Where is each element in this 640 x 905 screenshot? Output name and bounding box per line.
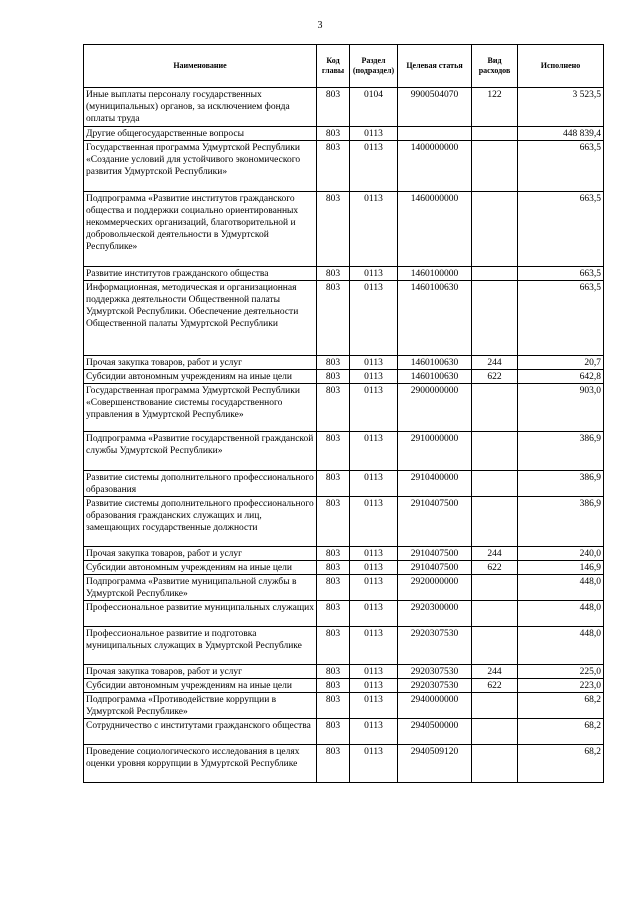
- cell-section: 0113: [350, 267, 398, 281]
- cell-name: Субсидии автономным учреждениям на иные цели: [84, 370, 317, 384]
- cell-executed: 386,9: [518, 432, 604, 471]
- cell-kind: [472, 281, 518, 356]
- table-row: [84, 141, 604, 192]
- cell-name: Развитие системы дополнительного профессионального образования: [84, 471, 317, 497]
- cell-section: 0113: [350, 192, 398, 267]
- cell-chapter: 803: [317, 693, 350, 719]
- cell-chapter: 803: [317, 267, 350, 281]
- cell-executed: 3 523,5: [518, 88, 604, 127]
- cell-name: Развитие системы дополнительного профессионального образования гражданских служащих и лиц, замещающих государственные должности: [84, 497, 317, 547]
- cell-target: 2910400000: [398, 471, 472, 497]
- cell-chapter: 803: [317, 561, 350, 575]
- cell-section: 0113: [350, 370, 398, 384]
- cell-kind: [472, 192, 518, 267]
- cell-section: 0104: [350, 88, 398, 127]
- cell-kind: 244: [472, 547, 518, 561]
- cell-kind: [472, 627, 518, 665]
- header-target: Целевая статья: [398, 45, 472, 88]
- table-row: [84, 575, 604, 601]
- table-row: [84, 432, 604, 471]
- cell-section: 0113: [350, 745, 398, 783]
- cell-executed: 903,0: [518, 384, 604, 432]
- cell-section: 0113: [350, 127, 398, 141]
- header-executed: Исполнено: [518, 45, 604, 88]
- cell-target: 2920000000: [398, 575, 472, 601]
- cell-target: 2910407500: [398, 547, 472, 561]
- cell-name: Развитие институтов гражданского общества: [84, 267, 317, 281]
- cell-chapter: 803: [317, 665, 350, 679]
- cell-executed: 448,0: [518, 575, 604, 601]
- cell-kind: [472, 601, 518, 627]
- cell-chapter: 803: [317, 497, 350, 547]
- table-row: [84, 88, 604, 127]
- cell-section: 0113: [350, 601, 398, 627]
- cell-chapter: 803: [317, 88, 350, 127]
- cell-chapter: 803: [317, 141, 350, 192]
- cell-kind: [472, 384, 518, 432]
- cell-section: 0113: [350, 497, 398, 547]
- table-row: [84, 471, 604, 497]
- cell-chapter: 803: [317, 192, 350, 267]
- cell-target: 9900504070: [398, 88, 472, 127]
- cell-section: 0113: [350, 356, 398, 370]
- table-row: [84, 370, 604, 384]
- cell-kind: [472, 141, 518, 192]
- cell-target: 2920307530: [398, 627, 472, 665]
- table-row: [84, 547, 604, 561]
- cell-target: 2940500000: [398, 719, 472, 745]
- cell-section: 0113: [350, 384, 398, 432]
- cell-kind: 244: [472, 665, 518, 679]
- table-row: [84, 745, 604, 783]
- cell-chapter: 803: [317, 432, 350, 471]
- table-row: [84, 267, 604, 281]
- cell-executed: 223,0: [518, 679, 604, 693]
- table-row: [84, 679, 604, 693]
- cell-target: 2920300000: [398, 601, 472, 627]
- cell-kind: [472, 127, 518, 141]
- cell-name: Субсидии автономным учреждениям на иные цели: [84, 679, 317, 693]
- cell-kind: [472, 575, 518, 601]
- cell-section: 0113: [350, 281, 398, 356]
- table-row: [84, 497, 604, 547]
- cell-chapter: 803: [317, 370, 350, 384]
- table-row: [84, 693, 604, 719]
- cell-name: Другие общегосударственные вопросы: [84, 127, 317, 141]
- cell-chapter: 803: [317, 127, 350, 141]
- cell-target: 1460100630: [398, 370, 472, 384]
- cell-executed: 240,0: [518, 547, 604, 561]
- cell-executed: 386,9: [518, 471, 604, 497]
- cell-kind: [472, 432, 518, 471]
- cell-chapter: 803: [317, 601, 350, 627]
- cell-chapter: 803: [317, 575, 350, 601]
- cell-name: Проведение социологического исследования в целях оценки уровня коррупции в Удмуртской Республике: [84, 745, 317, 783]
- cell-executed: 68,2: [518, 719, 604, 745]
- table-row: [84, 627, 604, 665]
- cell-executed: 68,2: [518, 693, 604, 719]
- table-row: [84, 561, 604, 575]
- cell-name: Государственная программа Удмуртской Республики «Совершенствование системы государственного управления в Удмуртской Республике»: [84, 384, 317, 432]
- cell-kind: [472, 719, 518, 745]
- cell-target: 2910000000: [398, 432, 472, 471]
- table-row: [84, 719, 604, 745]
- cell-kind: [472, 693, 518, 719]
- cell-section: 0113: [350, 141, 398, 192]
- cell-kind: [472, 267, 518, 281]
- cell-target: 2910407500: [398, 497, 472, 547]
- cell-kind: 622: [472, 679, 518, 693]
- cell-kind: [472, 745, 518, 783]
- budget-table: [83, 44, 604, 783]
- cell-executed: 642,8: [518, 370, 604, 384]
- cell-name: Субсидии автономным учреждениям на иные цели: [84, 561, 317, 575]
- cell-kind: [472, 497, 518, 547]
- table-row: [84, 601, 604, 627]
- cell-chapter: 803: [317, 356, 350, 370]
- cell-name: Подпрограмма «Развитие государственной гражданской службы Удмуртской Республики»: [84, 432, 317, 471]
- cell-executed: 448 839,4: [518, 127, 604, 141]
- cell-section: 0113: [350, 575, 398, 601]
- table-row: [84, 281, 604, 356]
- cell-executed: 663,5: [518, 267, 604, 281]
- cell-section: 0113: [350, 561, 398, 575]
- header-chapter: Код главы: [317, 45, 350, 88]
- cell-executed: 386,9: [518, 497, 604, 547]
- cell-chapter: 803: [317, 627, 350, 665]
- cell-section: 0113: [350, 547, 398, 561]
- cell-kind: 622: [472, 370, 518, 384]
- cell-name: Подпрограмма «Противодействие коррупции в Удмуртской Республике»: [84, 693, 317, 719]
- cell-target: 1460100630: [398, 281, 472, 356]
- cell-chapter: 803: [317, 384, 350, 432]
- cell-target: 2920307530: [398, 665, 472, 679]
- cell-target: 1460000000: [398, 192, 472, 267]
- cell-name: Прочая закупка товаров, работ и услуг: [84, 547, 317, 561]
- header-name: Наименование: [84, 45, 317, 88]
- cell-target: 1460100630: [398, 356, 472, 370]
- cell-section: 0113: [350, 679, 398, 693]
- cell-kind: 244: [472, 356, 518, 370]
- cell-section: 0113: [350, 693, 398, 719]
- cell-name: Государственная программа Удмуртской Республики «Создание условий для устойчивого экономического развития Удмуртской Республики»: [84, 141, 317, 192]
- cell-section: 0113: [350, 627, 398, 665]
- cell-chapter: 803: [317, 471, 350, 497]
- cell-target: 2940509120: [398, 745, 472, 783]
- cell-chapter: 803: [317, 719, 350, 745]
- cell-name: Подпрограмма «Развитие институтов гражданского общества и поддержки социально ориентированных некоммерческих организаций, благотворительной и добровольческой деятельности в Удмуртской Республике»: [84, 192, 317, 267]
- cell-executed: 146,9: [518, 561, 604, 575]
- cell-executed: 663,5: [518, 281, 604, 356]
- cell-target: [398, 127, 472, 141]
- cell-section: 0113: [350, 665, 398, 679]
- cell-name: Иные выплаты персоналу государственных (муниципальных) органов, за исключением фонда оплаты труда: [84, 88, 317, 127]
- cell-name: Профессиональное развитие и подготовка муниципальных служащих в Удмуртской Республике: [84, 627, 317, 665]
- cell-name: Профессиональное развитие муниципальных служащих: [84, 601, 317, 627]
- cell-target: 2900000000: [398, 384, 472, 432]
- cell-target: 1400000000: [398, 141, 472, 192]
- cell-kind: 122: [472, 88, 518, 127]
- cell-name: Подпрограмма «Развитие муниципальной службы в Удмуртской Республике»: [84, 575, 317, 601]
- page-number: 3: [317, 20, 323, 31]
- cell-executed: 20,7: [518, 356, 604, 370]
- cell-target: 1460100000: [398, 267, 472, 281]
- cell-name: Прочая закупка товаров, работ и услуг: [84, 665, 317, 679]
- cell-executed: 448,0: [518, 601, 604, 627]
- cell-target: 2910407500: [398, 561, 472, 575]
- table-header-row: [84, 45, 604, 88]
- cell-section: 0113: [350, 719, 398, 745]
- cell-kind: 622: [472, 561, 518, 575]
- table-row: [84, 127, 604, 141]
- cell-section: 0113: [350, 432, 398, 471]
- cell-executed: 68,2: [518, 745, 604, 783]
- cell-name: Информационная, методическая и организационная поддержка деятельности Общественной палаты Удмуртской Республики. Обеспечение деятельности Общественной палаты Удмуртской Республики: [84, 281, 317, 356]
- cell-executed: 225,0: [518, 665, 604, 679]
- cell-target: 2940000000: [398, 693, 472, 719]
- cell-name: Прочая закупка товаров, работ и услуг: [84, 356, 317, 370]
- cell-target: 2920307530: [398, 679, 472, 693]
- header-kind: Вид расходов: [472, 45, 518, 88]
- cell-executed: 448,0: [518, 627, 604, 665]
- table-row: [84, 384, 604, 432]
- table-row: [84, 665, 604, 679]
- table-row: [84, 356, 604, 370]
- cell-chapter: 803: [317, 547, 350, 561]
- table-row: [84, 192, 604, 267]
- cell-chapter: 803: [317, 745, 350, 783]
- cell-executed: 663,5: [518, 141, 604, 192]
- cell-chapter: 803: [317, 679, 350, 693]
- cell-name: Сотрудничество с институтами гражданского общества: [84, 719, 317, 745]
- cell-section: 0113: [350, 471, 398, 497]
- header-section: Раздел (подраздел): [350, 45, 398, 88]
- cell-executed: 663,5: [518, 192, 604, 267]
- cell-chapter: 803: [317, 281, 350, 356]
- cell-kind: [472, 471, 518, 497]
